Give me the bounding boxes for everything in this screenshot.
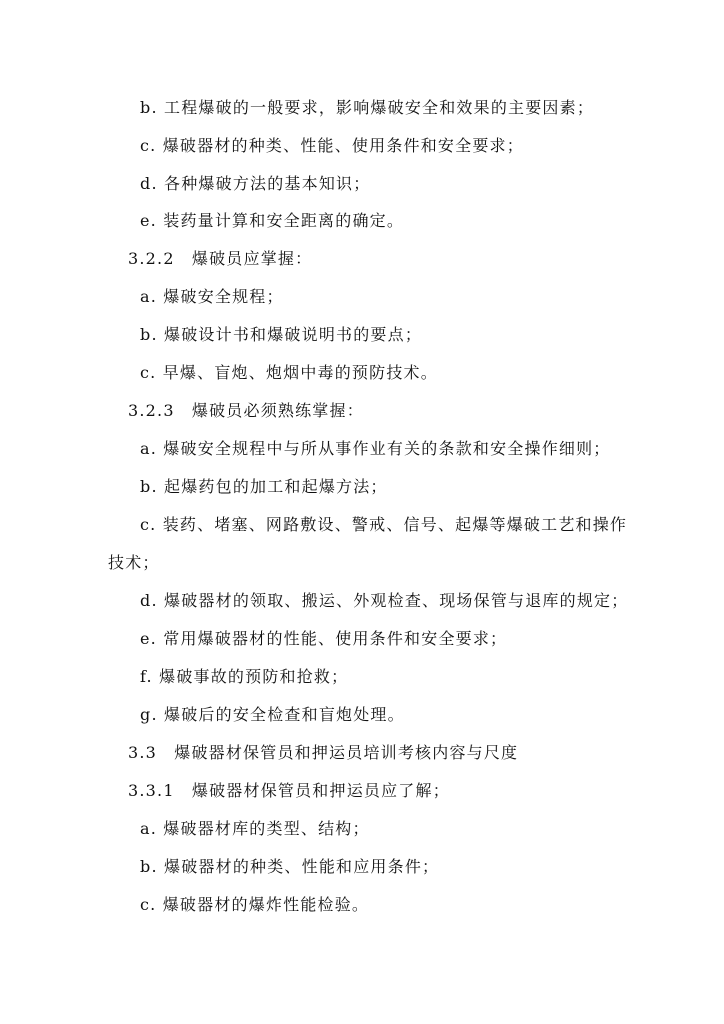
text-line: b. 工程爆破的一般要求，影响爆破安全和效果的主要因素； xyxy=(140,98,595,117)
text-line: f. 爆破事故的预防和抢救； xyxy=(140,667,349,686)
text-line: e. 装药量计算和安全距离的确定。 xyxy=(140,211,405,230)
text-line: c. 装药、堵塞、网路敷设、警戒、信号、起爆等爆破工艺和操作 xyxy=(140,515,628,534)
text-line: a. 爆破安全规程中与所从事作业有关的条款和安全操作细则； xyxy=(140,439,611,458)
text-line: c. 爆破器材的种类、性能、使用条件和安全要求； xyxy=(140,136,524,155)
text-line: g. 爆破后的安全检查和盲炮处理。 xyxy=(140,705,405,724)
text-line-continuation: 技术； xyxy=(108,553,160,572)
text-line: b. 爆破器材的种类、性能和应用条件； xyxy=(140,857,440,876)
text-line: e. 常用爆破器材的性能、使用条件和安全要求； xyxy=(140,629,508,648)
text-line: b. 爆破设计书和爆破说明书的要点； xyxy=(140,325,423,344)
section-heading: 3.2.2 爆破员应掌握： xyxy=(128,249,313,268)
text-line: b. 起爆药包的加工和起爆方法； xyxy=(140,477,388,496)
text-line: a. 爆破安全规程； xyxy=(140,287,284,306)
section-heading: 3.3 爆破器材保管员和押运员培训考核内容与尺度 xyxy=(128,743,519,762)
text-line: c. 早爆、盲炮、炮烟中毒的预防技术。 xyxy=(140,363,438,382)
text-line: a. 爆破器材库的类型、结构； xyxy=(140,819,370,838)
text-line: d. 爆破器材的领取、搬运、外观检查、现场保管与退库的规定； xyxy=(140,591,629,610)
text-line: d. 各种爆破方法的基本知识； xyxy=(140,174,371,193)
section-heading: 3.2.3 爆破员必须熟练掌握： xyxy=(128,401,364,420)
text-line: c. 爆破器材的爆炸性能检验。 xyxy=(140,895,370,914)
section-heading: 3.3.1 爆破器材保管员和押运员应了解； xyxy=(128,781,450,800)
